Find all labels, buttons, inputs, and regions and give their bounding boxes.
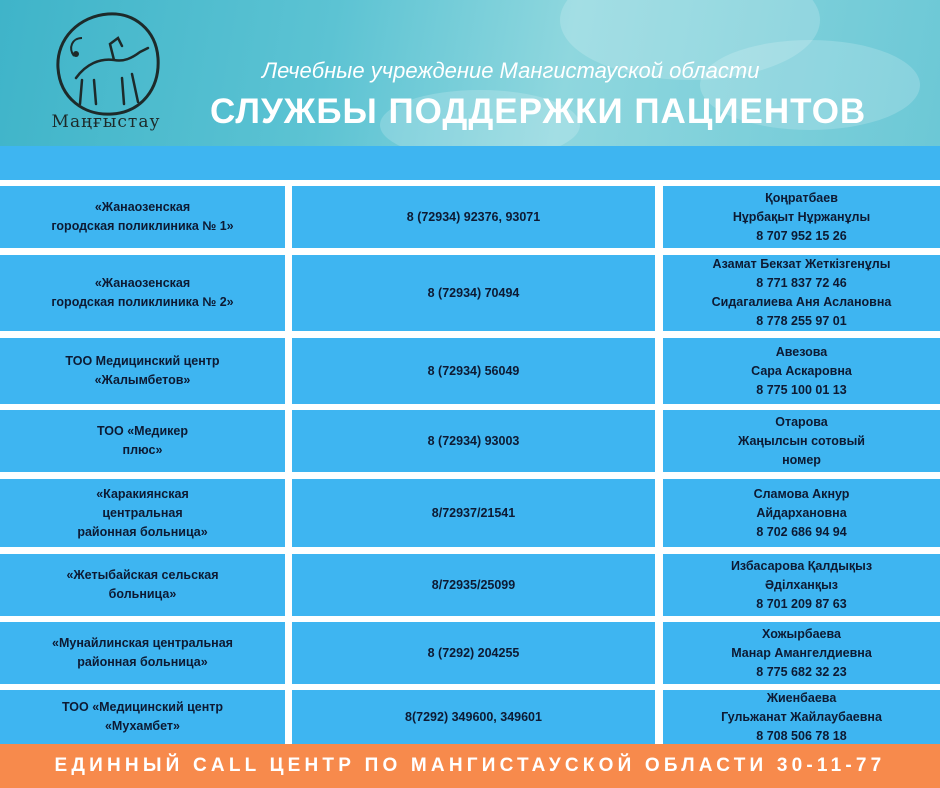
institution-phone: 8 (72934) 56049 bbox=[427, 363, 520, 378]
institution-name: ТОО Медицинский центр «Жалымбетов» bbox=[65, 354, 220, 387]
contact-cell bbox=[663, 479, 940, 547]
institution-name: ТОО «Медицинский центр «Мухамбет» bbox=[61, 700, 224, 733]
contact-cell bbox=[663, 554, 940, 616]
institution-phone: 8 (72934) 93003 bbox=[427, 433, 520, 448]
contact-person: Сламова Акнур Айдархановна 8 702 686 94 94 bbox=[753, 486, 850, 539]
institution-name: «Жетыбайская сельская больница» bbox=[66, 568, 219, 601]
contact-cell bbox=[663, 622, 940, 684]
table-row bbox=[0, 255, 940, 331]
contact-cell bbox=[663, 410, 940, 472]
contact-person: Жиенбаева Гульжанат Жайлаубаевна 8 708 506 78 18 bbox=[721, 690, 882, 743]
institution-cell bbox=[0, 622, 285, 684]
institution-name: «Каракиянская центральная районная больница» bbox=[77, 486, 208, 539]
table-header-bar bbox=[0, 146, 940, 180]
institution-cell bbox=[0, 255, 285, 331]
contact-cell bbox=[663, 186, 940, 248]
phone-cell bbox=[292, 410, 655, 472]
institution-cell bbox=[0, 479, 285, 547]
call-center-banner: ЕДИННЫЙ CALL ЦЕНТР ПО МАНГИСТАУСКОЙ ОБЛАСТИ 30-11-77 bbox=[0, 744, 940, 788]
phone-cell bbox=[292, 554, 655, 616]
institution-name: «Мунайлинская центральная районная больница» bbox=[52, 636, 233, 669]
contact-person: Избасарова Қалдықыз Әділханқыз 8 701 209 87 63 bbox=[730, 558, 873, 611]
institution-name: «Жанаозенская городская поликлиника № 2» bbox=[51, 276, 234, 309]
institution-phone: 8 (7292) 204255 bbox=[427, 645, 520, 660]
contact-person: Азамат Бекзат Жеткізгенұлы 8 771 837 72 46 Сидагалиева Аня Аслановна 8 778 255 97 01 bbox=[711, 257, 892, 328]
phone-cell bbox=[292, 479, 655, 547]
institution-cell bbox=[0, 690, 285, 744]
contact-person: Қоңратбаев Нұрбақыт Нұржанұлы 8 707 952 15 26 bbox=[732, 190, 871, 243]
contact-cell bbox=[663, 255, 940, 331]
institution-name: ТОО «Медикер плюс» bbox=[96, 424, 189, 457]
table-row bbox=[0, 690, 940, 744]
phone-cell bbox=[292, 255, 655, 331]
institution-cell bbox=[0, 338, 285, 404]
institution-phone: 8/72937/21541 bbox=[431, 505, 516, 520]
phone-cell bbox=[292, 690, 655, 744]
contact-person: Авезова Сара Аскаровна 8 775 100 01 13 bbox=[751, 344, 852, 397]
institution-name: «Жанаозенская городская поликлиника № 1» bbox=[51, 200, 234, 233]
page-title: СЛУЖБЫ ПОДДЕРЖКИ ПАЦИЕНТОВ bbox=[210, 92, 867, 131]
institution-phone: 8/72935/25099 bbox=[431, 577, 516, 592]
institution-phone: 8 (72934) 70494 bbox=[427, 285, 520, 300]
institution-cell bbox=[0, 186, 285, 248]
table-row bbox=[0, 479, 940, 547]
phone-cell bbox=[292, 622, 655, 684]
institution-phone: 8(7292) 349600, 349601 bbox=[405, 709, 542, 724]
table-row bbox=[0, 186, 940, 248]
header-banner bbox=[0, 0, 940, 146]
institution-cell bbox=[0, 410, 285, 472]
table-row bbox=[0, 338, 940, 404]
table-row bbox=[0, 622, 940, 684]
phone-cell bbox=[292, 186, 655, 248]
institution-phone: 8 (72934) 92376, 93071 bbox=[406, 209, 541, 224]
table-row bbox=[0, 554, 940, 616]
logo-text: Маңғыстау bbox=[51, 112, 161, 132]
contact-cell bbox=[663, 338, 940, 404]
contact-cell bbox=[663, 690, 940, 744]
phone-cell bbox=[292, 338, 655, 404]
contact-person: Отарова Жаңылсын сотовый номер bbox=[738, 414, 865, 467]
table-row bbox=[0, 410, 940, 472]
page-subtitle: Лечебные учреждение Мангистауской области bbox=[262, 58, 760, 83]
contact-person: Хожырбаева Манар Амангелдиевна 8 775 682 32 23 bbox=[731, 626, 872, 679]
institution-cell bbox=[0, 554, 285, 616]
logo-emblem-icon bbox=[52, 8, 164, 120]
